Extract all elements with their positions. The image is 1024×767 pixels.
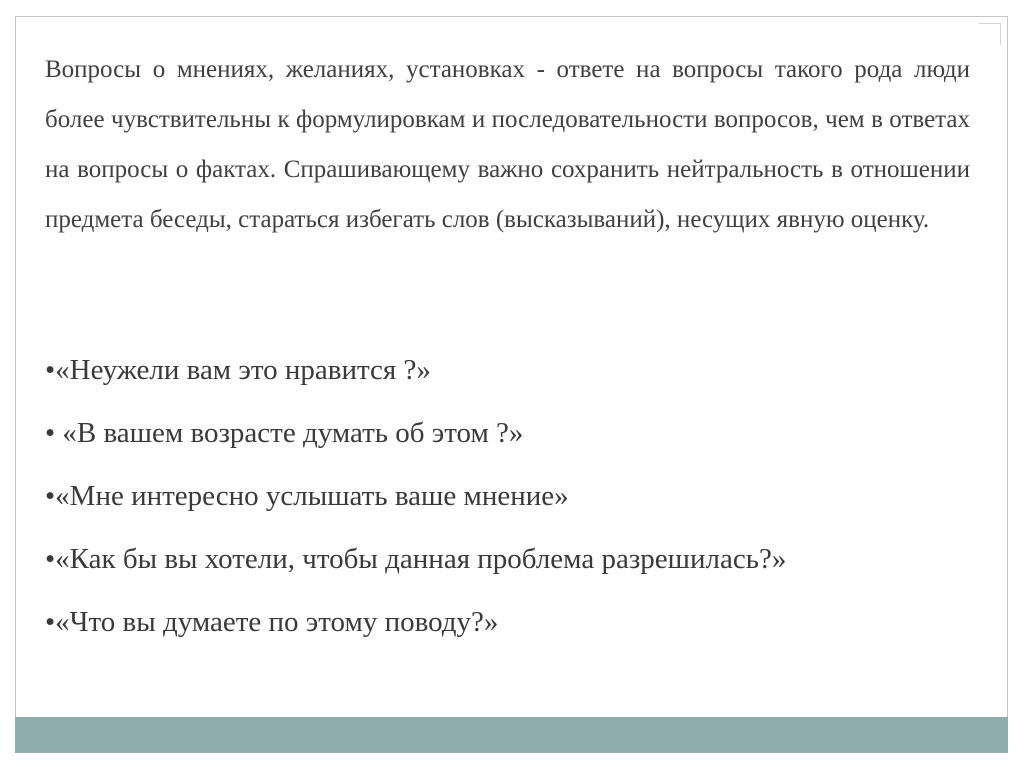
corner-decoration: [979, 23, 1001, 45]
list-item: •«Как бы вы хотели, чтобы данная проблема разрешилась?»: [45, 543, 787, 575]
list-item: •«Мне интересно услышать ваше мнение»: [45, 480, 569, 512]
list-item: • «В вашем возрасте думать об этом ?»: [45, 417, 524, 449]
list-item: •«Что вы думаете по этому поводу?»: [45, 606, 499, 638]
list-item: •«Неужели вам это нравится ?»: [45, 354, 431, 386]
body-paragraph: Вопросы о мнениях, желаниях, установках - ответе на вопросы такого рода люди более чувствительны к формулировкам и последовательности вопросов, чем в ответах на вопросы о фактах. Спрашивающему важно сохранить нейтральность в отношении предмета беседы, стараться избегать слов (высказываний), несущих явную оценку.: [45, 56, 970, 233]
example-questions-list: [45, 339, 985, 654]
footer-band: [15, 717, 1008, 753]
